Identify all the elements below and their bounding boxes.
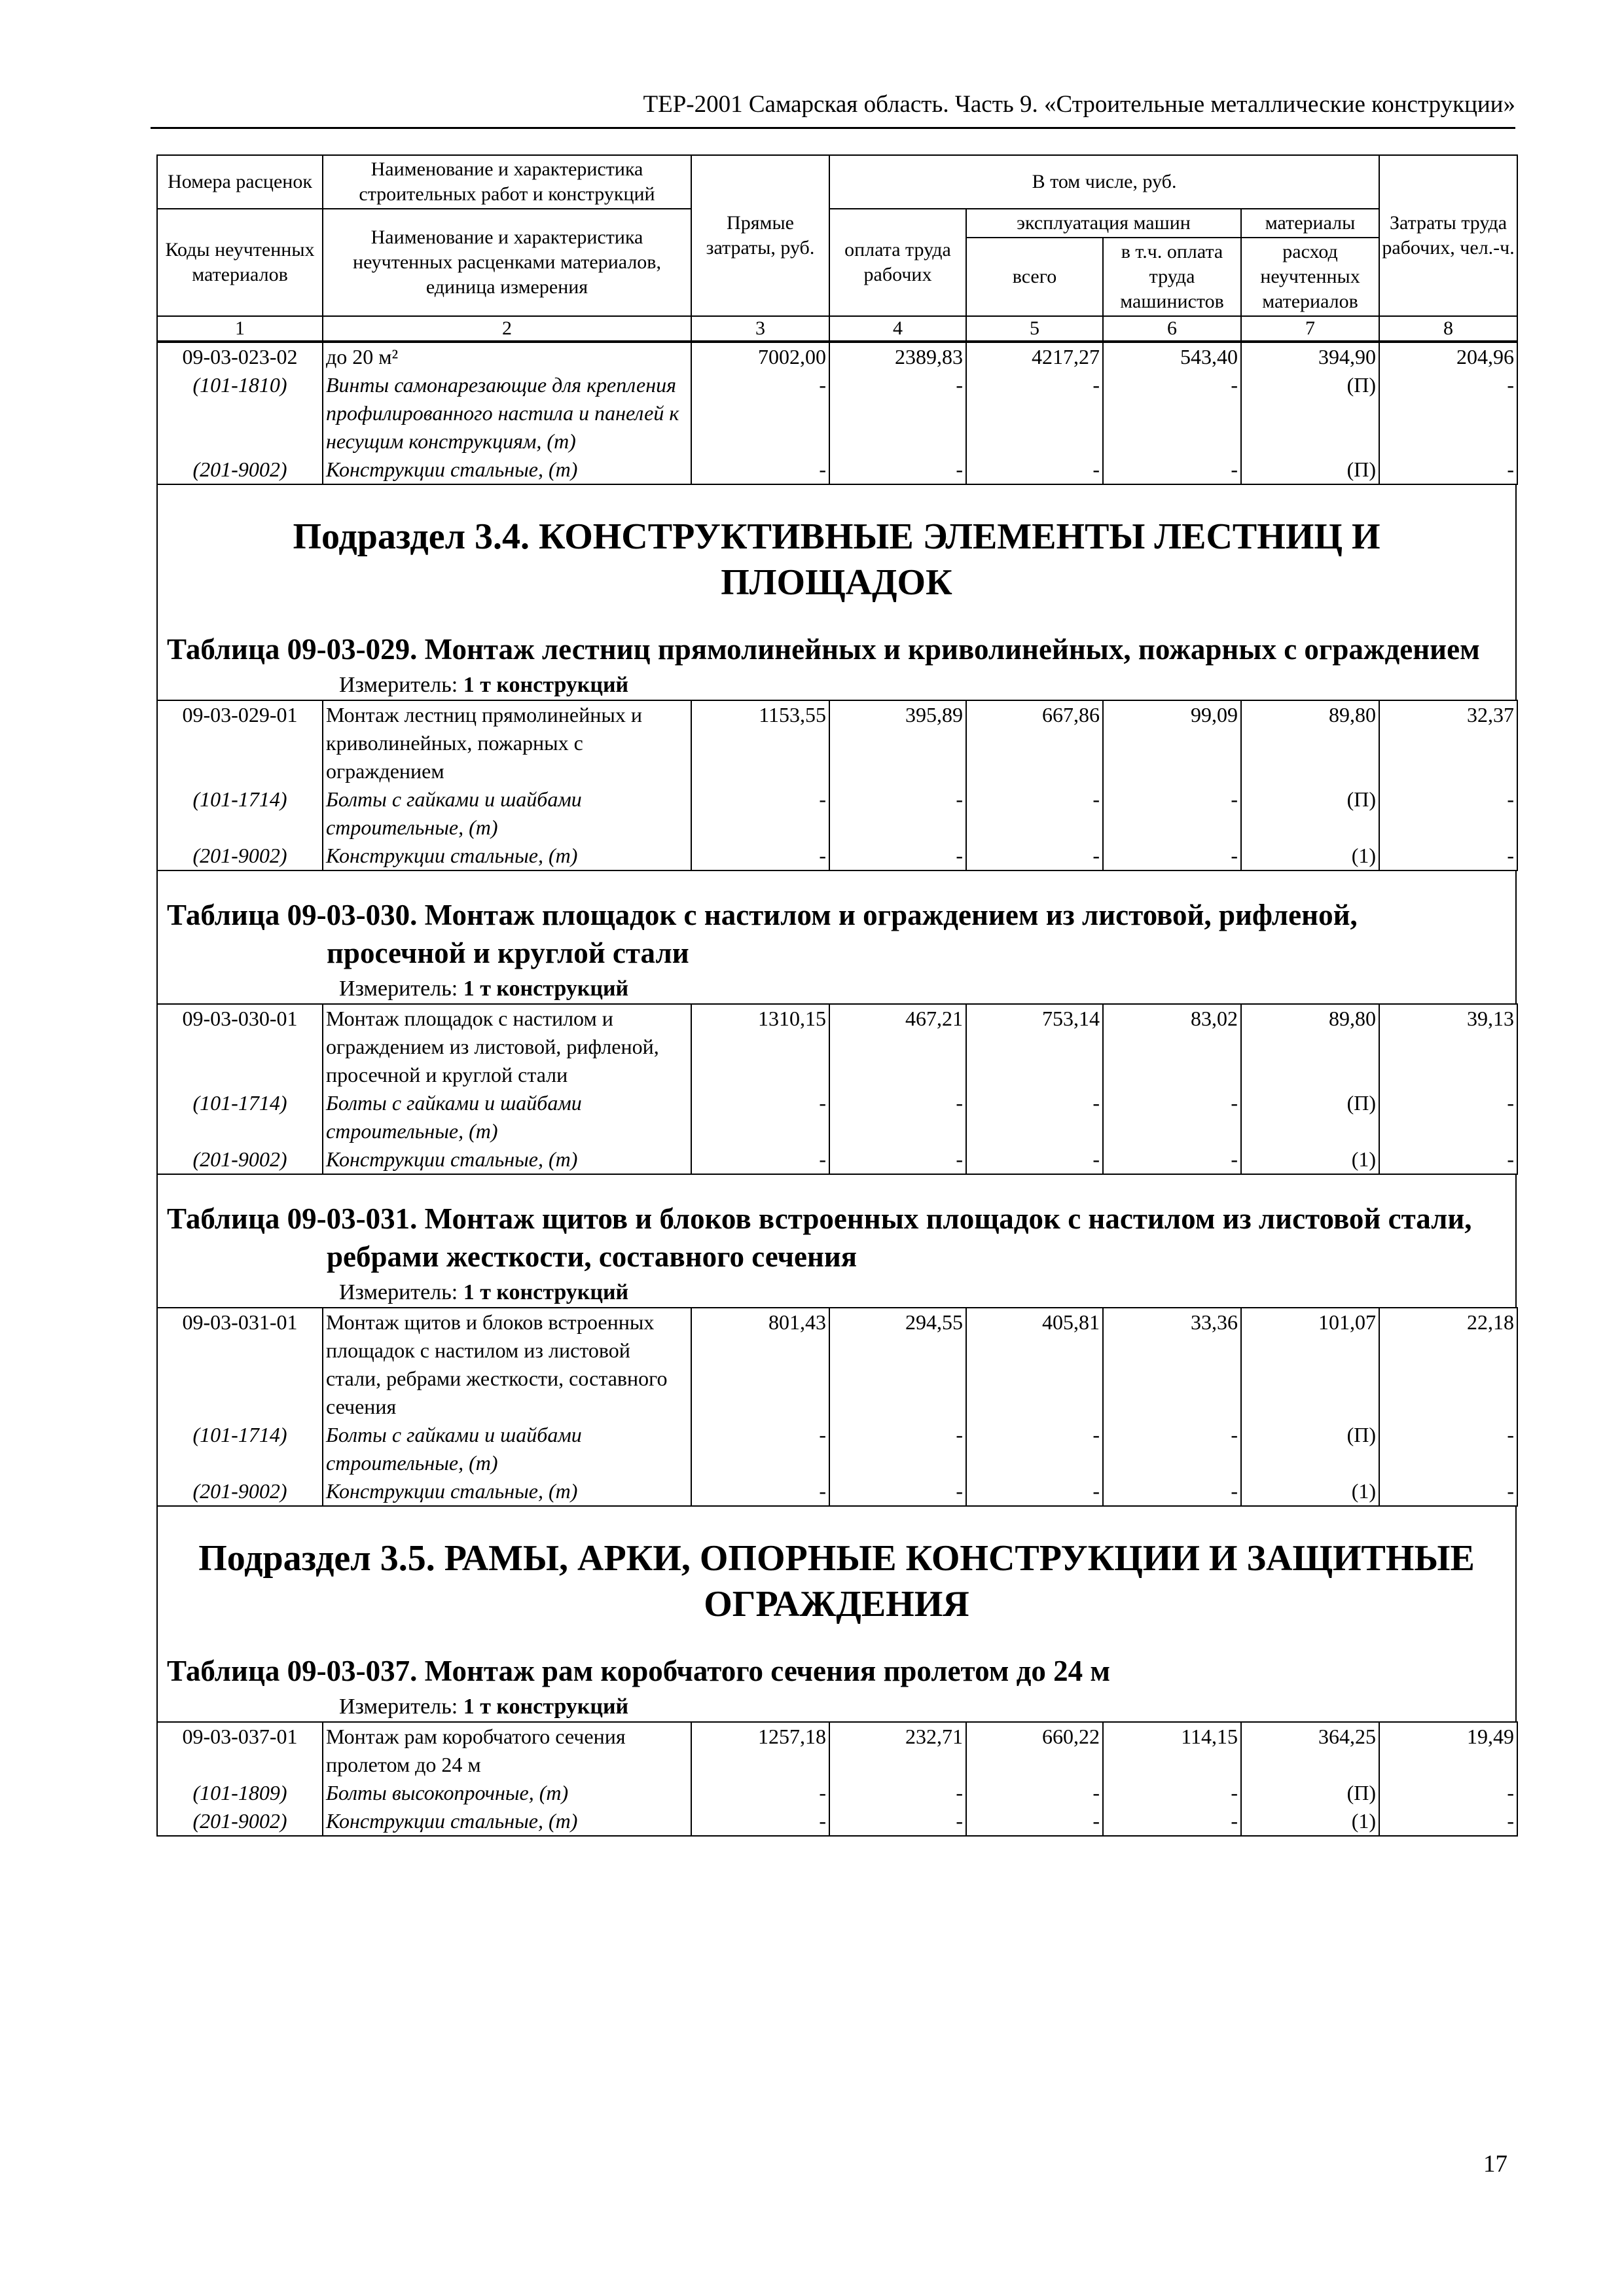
cell-direct: 801,43 <box>691 1308 829 1421</box>
data-table <box>156 1721 1518 1837</box>
header-unaccounted-name: Наименование и характеристика неучтенных расценками материалов, единица измерения <box>323 209 691 316</box>
cell-machines: 753,14 <box>966 1004 1103 1089</box>
cell-operators: - <box>1103 1421 1241 1477</box>
cell-machines: - <box>966 1477 1103 1506</box>
price-sheet <box>156 154 1517 1837</box>
cell-name: Конструкции стальные, (т) <box>323 842 691 870</box>
cell-machines: - <box>966 785 1103 842</box>
page-number: 17 <box>1483 2151 1507 2178</box>
cell-code: (201-9002) <box>157 1477 323 1506</box>
cell-wages: 232,71 <box>829 1722 966 1779</box>
cell-wages: - <box>829 1807 966 1836</box>
cell-machines: - <box>966 1779 1103 1807</box>
column-number: 8 <box>1379 316 1517 341</box>
measure-line <box>158 972 1515 1003</box>
cell-labor: - <box>1379 785 1517 842</box>
cell-operators: 543,40 <box>1103 342 1241 371</box>
cell-name: Болты с гайками и шайбами строительные, (т) <box>323 1089 691 1145</box>
column-number: 5 <box>966 316 1103 341</box>
column-number: 4 <box>829 316 966 341</box>
cell-wages: - <box>829 1421 966 1477</box>
cell-code: 09-03-029-01 <box>157 700 323 785</box>
cell-code: 09-03-037-01 <box>157 1722 323 1779</box>
column-number: 2 <box>323 316 691 341</box>
cell-wages: 2389,83 <box>829 342 966 371</box>
unaccounted-material-row <box>157 456 1517 484</box>
cell-direct: - <box>691 1779 829 1807</box>
cell-direct: 1310,15 <box>691 1004 829 1089</box>
header-rule <box>151 127 1515 129</box>
data-table <box>156 700 1518 871</box>
cell-labor: - <box>1379 1089 1517 1145</box>
column-number: 3 <box>691 316 829 341</box>
measure-line <box>158 1690 1515 1721</box>
subsection-title: Подраздел 3.5. РАМЫ, АРКИ, ОПОРНЫЕ КОНСТРУКЦИИ И ЗАЩИТНЫЕ ОГРАЖДЕНИЯ <box>198 1538 1475 1624</box>
header-including: В том числе, руб. <box>829 155 1379 209</box>
cell-direct: - <box>691 1145 829 1174</box>
cell-operators: 114,15 <box>1103 1722 1241 1779</box>
header-unaccounted-codes: Коды неучтенных материалов <box>157 209 323 316</box>
table-title: Таблица 09-03-031. Монтаж щитов и блоков встроенных площадок с настилом из листовой стали, ребрами жесткости, составного сечения <box>167 1202 1472 1273</box>
cell-wages: 395,89 <box>829 700 966 785</box>
measure-value: 1 т конструкций <box>463 1280 629 1304</box>
cell-operators: - <box>1103 1145 1241 1174</box>
cell-code: (201-9002) <box>157 1145 323 1174</box>
table-heading-block <box>156 871 1517 1003</box>
measure-value: 1 т конструкций <box>463 673 629 697</box>
cell-wages: - <box>829 371 966 456</box>
cell-machines: 4217,27 <box>966 342 1103 371</box>
unaccounted-material-row <box>157 1145 1517 1174</box>
cell-labor: 22,18 <box>1379 1308 1517 1421</box>
cell-operators: - <box>1103 1089 1241 1145</box>
rate-row <box>157 700 1517 785</box>
column-header-table <box>156 154 1518 342</box>
cell-name: Монтаж площадок с настилом и ограждением из листовой, рифленой, просечной и круглой стали <box>323 1004 691 1089</box>
cell-name: Конструкции стальные, (т) <box>323 1145 691 1174</box>
cell-direct: - <box>691 1089 829 1145</box>
cell-operators: - <box>1103 1807 1241 1836</box>
column-number: 6 <box>1103 316 1241 341</box>
cell-direct: - <box>691 785 829 842</box>
cell-operators: - <box>1103 456 1241 484</box>
subsection-3-5 <box>156 1507 1517 1721</box>
header-wages: оплата труда рабочих <box>829 209 966 316</box>
table-title: Таблица 09-03-030. Монтаж площадок с настилом и ограждением из листовой, рифленой, просечной и круглой стали <box>167 899 1358 969</box>
measure-line <box>158 1276 1515 1307</box>
cell-name: Болты с гайками и шайбами строительные, (т) <box>323 1421 691 1477</box>
measure-value: 1 т конструкций <box>463 977 629 1001</box>
cell-labor: - <box>1379 1421 1517 1477</box>
data-table <box>156 1307 1518 1507</box>
cell-materials: 394,90 <box>1241 342 1379 371</box>
header-machines-wages: в т.ч. оплата труда машинистов <box>1103 238 1241 316</box>
cell-code: 09-03-023-02 <box>157 342 323 371</box>
cell-wages: - <box>829 1779 966 1807</box>
rate-row <box>157 342 1517 371</box>
measure-value: 1 т конструкций <box>463 1695 629 1719</box>
cell-materials: (П) <box>1241 1089 1379 1145</box>
cell-name: Болты с гайками и шайбами строительные, (т) <box>323 785 691 842</box>
header-machines-total: всего <box>966 238 1103 316</box>
cell-materials: (П) <box>1241 371 1379 456</box>
column-number: 7 <box>1241 316 1379 341</box>
data-table <box>156 342 1518 485</box>
cell-machines: - <box>966 456 1103 484</box>
cell-machines: - <box>966 371 1103 456</box>
header-machines: эксплуатация машин <box>966 209 1241 238</box>
cell-code: (201-9002) <box>157 1807 323 1836</box>
cell-machines: 660,22 <box>966 1722 1103 1779</box>
rate-row <box>157 1004 1517 1089</box>
cell-code: (201-9002) <box>157 456 323 484</box>
header-materials-unaccounted: расход неучтенных материалов <box>1241 238 1379 316</box>
cell-name: Монтаж щитов и блоков встроенных площадок с настилом из листовой стали, ребрами жесткости, составного сечения <box>323 1308 691 1421</box>
table-heading-block <box>156 1175 1517 1307</box>
header-rate-numbers: Номера расценок <box>157 155 323 209</box>
cell-labor: - <box>1379 1145 1517 1174</box>
cell-direct: - <box>691 456 829 484</box>
cell-name: до 20 м² <box>323 342 691 371</box>
cell-name: Винты самонарезающие для крепления профилированного настила и панелей к несущим конструкциям, (т) <box>323 371 691 456</box>
cell-direct: 1153,55 <box>691 700 829 785</box>
cell-machines: 667,86 <box>966 700 1103 785</box>
cell-direct: - <box>691 1477 829 1506</box>
header-direct-costs: Прямые затраты, руб. <box>691 155 829 316</box>
cell-operators: - <box>1103 842 1241 870</box>
cell-code: 09-03-030-01 <box>157 1004 323 1089</box>
cell-wages: 294,55 <box>829 1308 966 1421</box>
measure-line <box>158 668 1515 700</box>
data-table <box>156 1003 1518 1175</box>
cell-labor: 32,37 <box>1379 700 1517 785</box>
cell-machines: - <box>966 1089 1103 1145</box>
cell-materials: (П) <box>1241 1779 1379 1807</box>
cell-direct: 1257,18 <box>691 1722 829 1779</box>
cell-materials: 364,25 <box>1241 1722 1379 1779</box>
cell-name: Монтаж лестниц прямолинейных и криволинейных, пожарных с ограждением <box>323 700 691 785</box>
cell-labor: - <box>1379 1779 1517 1807</box>
cell-code: 09-03-031-01 <box>157 1308 323 1421</box>
cell-operators: 99,09 <box>1103 700 1241 785</box>
cell-code: (101-1714) <box>157 1421 323 1477</box>
cell-materials: (1) <box>1241 1807 1379 1836</box>
cell-wages: - <box>829 785 966 842</box>
measure-label: Измеритель: <box>339 1280 458 1304</box>
cell-code: (101-1714) <box>157 1089 323 1145</box>
column-number: 1 <box>157 316 323 341</box>
cell-labor: 204,96 <box>1379 342 1517 371</box>
cell-name: Болты высокопрочные, (т) <box>323 1779 691 1807</box>
cell-name: Монтаж рам коробчатого сечения пролетом до 24 м <box>323 1722 691 1779</box>
cell-materials: (П) <box>1241 456 1379 484</box>
cell-labor: 19,49 <box>1379 1722 1517 1779</box>
cell-machines: - <box>966 842 1103 870</box>
unaccounted-material-row <box>157 842 1517 870</box>
cell-name: Конструкции стальные, (т) <box>323 1807 691 1836</box>
rate-row <box>157 1308 1517 1421</box>
cell-operators: - <box>1103 1477 1241 1506</box>
subsection-3-4 <box>156 485 1517 700</box>
cell-machines: - <box>966 1145 1103 1174</box>
cell-operators: 33,36 <box>1103 1308 1241 1421</box>
table-title: Таблица 09-03-037. Монтаж рам коробчатого сечения пролетом до 24 м <box>167 1655 1111 1687</box>
rate-row <box>157 1722 1517 1779</box>
cell-labor: - <box>1379 1477 1517 1506</box>
cell-labor: - <box>1379 842 1517 870</box>
cell-operators: - <box>1103 785 1241 842</box>
cell-labor: - <box>1379 371 1517 456</box>
unaccounted-material-row <box>157 1807 1517 1836</box>
cell-materials: 89,80 <box>1241 1004 1379 1089</box>
running-header: ТЕР-2001 Самарская область. Часть 9. «Строительные металлические конструкции» <box>643 91 1515 118</box>
cell-wages: - <box>829 842 966 870</box>
cell-materials: (П) <box>1241 785 1379 842</box>
measure-label: Измеритель: <box>339 977 458 1001</box>
cell-wages: - <box>829 1089 966 1145</box>
cell-materials: 101,07 <box>1241 1308 1379 1421</box>
cell-wages: 467,21 <box>829 1004 966 1089</box>
cell-labor: - <box>1379 1807 1517 1836</box>
cell-materials: (1) <box>1241 1145 1379 1174</box>
unaccounted-material-row <box>157 1089 1517 1145</box>
table-title: Таблица 09-03-029. Монтаж лестниц прямолинейных и криволинейных, пожарных с ограждением <box>167 633 1480 666</box>
cell-operators: 83,02 <box>1103 1004 1241 1089</box>
cell-materials: (1) <box>1241 1477 1379 1506</box>
cell-operators: - <box>1103 371 1241 456</box>
cell-direct: - <box>691 842 829 870</box>
unaccounted-material-row <box>157 371 1517 456</box>
cell-labor: - <box>1379 456 1517 484</box>
unaccounted-material-row <box>157 1477 1517 1506</box>
cell-operators: - <box>1103 1779 1241 1807</box>
cell-wages: - <box>829 456 966 484</box>
cell-code: (101-1810) <box>157 371 323 456</box>
cell-labor: 39,13 <box>1379 1004 1517 1089</box>
cell-wages: - <box>829 1145 966 1174</box>
cell-direct: - <box>691 1421 829 1477</box>
unaccounted-material-row <box>157 785 1517 842</box>
cell-direct: - <box>691 1807 829 1836</box>
cell-direct: 7002,00 <box>691 342 829 371</box>
cell-machines: - <box>966 1807 1103 1836</box>
cell-wages: - <box>829 1477 966 1506</box>
cell-name: Конструкции стальные, (т) <box>323 456 691 484</box>
cell-materials: (П) <box>1241 1421 1379 1477</box>
cell-code: (101-1714) <box>157 785 323 842</box>
cell-materials: 89,80 <box>1241 700 1379 785</box>
header-work-name: Наименование и характеристика строительных работ и конструкций <box>323 155 691 209</box>
cell-machines: 405,81 <box>966 1308 1103 1421</box>
subsection-title: Подраздел 3.4. КОНСТРУКТИВНЫЕ ЭЛЕМЕНТЫ ЛЕСТНИЦ И ПЛОЩАДОК <box>293 516 1380 603</box>
cell-code: (201-9002) <box>157 842 323 870</box>
cell-machines: - <box>966 1421 1103 1477</box>
unaccounted-material-row <box>157 1421 1517 1477</box>
header-materials: материалы <box>1241 209 1379 238</box>
unaccounted-material-row <box>157 1779 1517 1807</box>
measure-label: Измеритель: <box>339 1695 458 1719</box>
header-labor-costs: Затраты труда рабочих, чел.-ч. <box>1379 155 1517 316</box>
cell-name: Конструкции стальные, (т) <box>323 1477 691 1506</box>
cell-materials: (1) <box>1241 842 1379 870</box>
cell-direct: - <box>691 371 829 456</box>
measure-label: Измеритель: <box>339 673 458 697</box>
cell-code: (101-1809) <box>157 1779 323 1807</box>
